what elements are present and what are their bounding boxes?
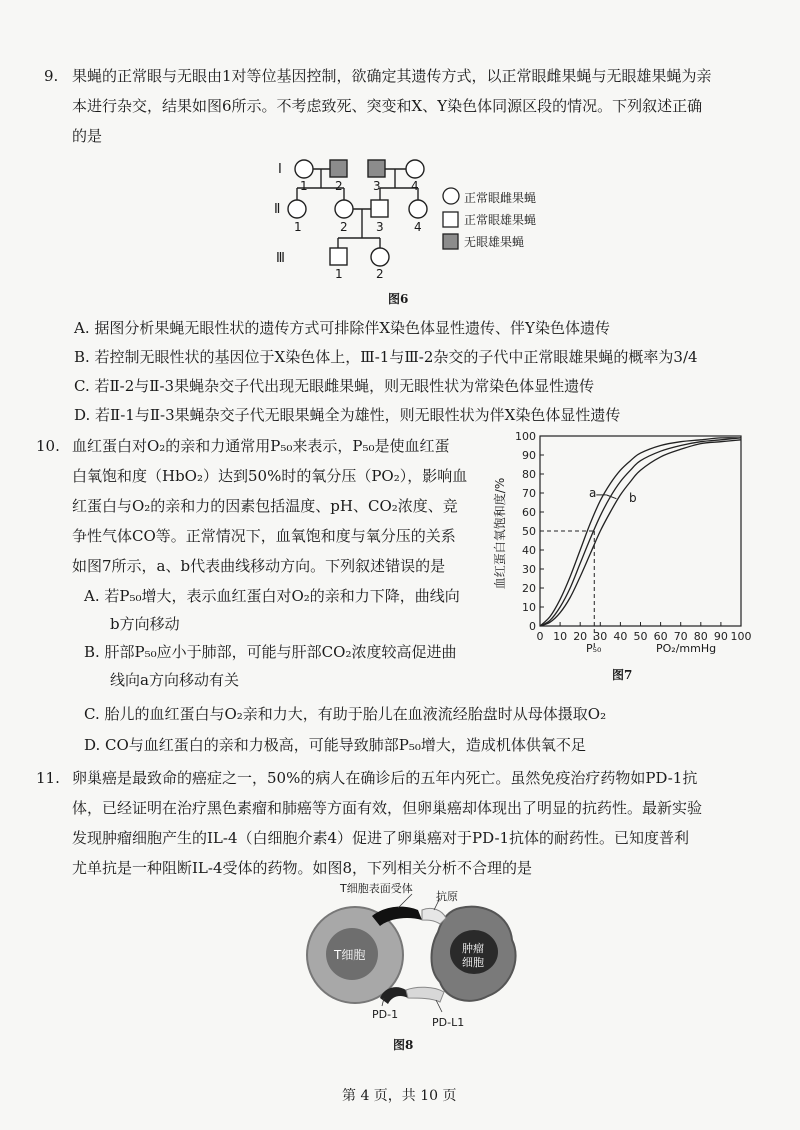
- legend-male-eyeless-icon: [443, 234, 458, 249]
- q10-stem-line-2: 白氧饱和度（HbO₂）达到50%时的氧分压（PO₂），影响血: [72, 467, 468, 485]
- q10-stem-line-1: 血红蛋白对O₂的亲和力通常用P₅₀来表示，P₅₀是使血红蛋: [72, 437, 450, 455]
- chart-x-axis-label: PO₂/mmHg: [656, 642, 717, 655]
- q9-stem-line-2: 本进行杂交，结果如图6所示。不考虑致死、突变和X、Y染色体同源区段的情况。下列叙述正确: [72, 97, 703, 115]
- pedigree-I-num-1: 1: [300, 179, 308, 193]
- pdl1-shape: [406, 987, 444, 1002]
- pedigree-III-num-1: 1: [335, 267, 343, 281]
- x-tick-label-90: 90: [713, 630, 728, 643]
- legend-male-normal: 正常眼雄果蝇: [464, 213, 537, 227]
- page-footer: 第 4 页，共 10 页: [342, 1088, 457, 1104]
- tcell-receptor-shape: [372, 907, 422, 926]
- pedigree-III-1-male-normal: [330, 248, 347, 265]
- pedigree-gen-label-II: Ⅱ: [274, 202, 281, 217]
- chart-annotation-a: a: [589, 486, 597, 500]
- pedigree-II-1-female-normal: [288, 200, 306, 218]
- y-tick-label-20: 20: [522, 582, 536, 595]
- pedigree-legend-symbols: [442, 186, 462, 256]
- q10-stem-line-3: 红蛋白与O₂的亲和力的因素包括温度、pH、CO₂浓度、竞: [72, 497, 458, 515]
- x-tick-label-100: 100: [730, 630, 752, 643]
- pedigree-II-num-4: 4: [414, 220, 422, 234]
- y-tick-label-90: 90: [522, 449, 536, 462]
- chart-y-axis-label: 血红蛋白氧饱和度/%: [493, 477, 508, 590]
- pedigree-III-num-2: 2: [376, 267, 384, 281]
- pedigree-gen-label-I: Ⅰ: [278, 162, 282, 177]
- chart-annotation-b: b: [629, 491, 637, 505]
- label-pd1: PD-1: [372, 1008, 399, 1021]
- pedigree-I-3-male-eyeless: [368, 160, 385, 177]
- pedigree-II-4-female-normal: [409, 200, 427, 218]
- q10-stem-line-4: 争性气体CO等。正常情况下，血氧饱和度与氧分压的关系: [72, 527, 456, 545]
- label-tcell: T细胞: [334, 948, 366, 962]
- figure-7-caption: 图7: [612, 668, 633, 682]
- q11-stem-line-2: 体，已经证明在治疗黑色素瘤和肺癌等方面有效，但卵巢癌却体现出了明显的抗药性。最新实验: [72, 799, 703, 817]
- q10-stem-line-5: 如图7所示，a、b代表曲线移动方向。下列叙述错误的是: [72, 557, 446, 575]
- chart-p50-label: P₅₀: [586, 642, 602, 655]
- legend-female-normal-icon: [443, 188, 459, 204]
- q11-stem-line-3: 发现肿瘤细胞产生的IL-4（白细胞介素4）促进了卵巢癌对于PD-1抗体的耐药性。已知度普利: [72, 829, 690, 847]
- q10-option-a-line-2: b方向移动: [110, 615, 180, 633]
- pedigree-I-num-2: 2: [335, 179, 343, 193]
- y-tick-label-40: 40: [522, 544, 536, 557]
- legend-female-normal: 正常眼雌果蝇: [464, 191, 537, 205]
- q9-stem-line-1: 果蝇的正常眼与无眼由1对等位基因控制，欲确定其遗传方式，以正常眼雌果蝇与无眼雄果蝇为亲: [72, 67, 712, 85]
- y-tick-label-70: 70: [522, 487, 536, 500]
- x-tick-label-70: 70: [673, 630, 688, 643]
- x-tick-label-30: 30: [593, 630, 608, 643]
- q11-number: 11.: [36, 769, 60, 787]
- q9-number: 9.: [44, 67, 59, 85]
- q10-option-a-line-1: A. 若P₅₀增大，表示血红蛋白对O₂的亲和力下降，曲线向: [84, 587, 460, 605]
- q9-option-b: B. 若控制无眼性状的基因位于X染色体上，Ⅲ-1与Ⅲ-2杂交的子代中正常眼雄果蝇的概率为3/4: [74, 348, 698, 366]
- x-tick-label-10: 10: [553, 630, 568, 643]
- pedigree-I-num-3: 3: [373, 179, 381, 193]
- pedigree-I-num-4: 4: [411, 179, 419, 193]
- label-tcell-surface-receptor: T细胞表面受体: [340, 882, 413, 895]
- x-tick-label-60: 60: [653, 630, 668, 643]
- q9-option-d: D. 若Ⅱ-1与Ⅱ-3果蝇杂交子代无眼果蝇全为雄性，则无眼性状为伴X染色体显性遗传: [74, 406, 621, 424]
- label-pdl1: PD-L1: [432, 1016, 465, 1029]
- y-tick-label-100: 100: [515, 430, 536, 443]
- label-tumor-line-1: 肿瘤: [462, 942, 484, 955]
- q10-number: 10.: [36, 437, 60, 455]
- y-tick-label-0: 0: [529, 620, 536, 633]
- q9-option-c: C. 若Ⅱ-2与Ⅱ-3果蝇杂交子代出现无眼雌果蝇，则无眼性状为常染色体显性遗传: [74, 377, 595, 395]
- x-tick-label-50: 50: [633, 630, 648, 643]
- pedigree-gen-label-III: Ⅲ: [276, 251, 285, 266]
- x-tick-label-0: 0: [536, 630, 544, 643]
- figure-8-caption: 图8: [393, 1038, 414, 1052]
- legend-male-eyeless: 无眼雄果蝇: [464, 235, 525, 249]
- legend-male-normal-icon: [443, 212, 458, 227]
- pedigree-II-num-3: 3: [376, 220, 384, 234]
- label-antigen: 抗原: [436, 890, 458, 903]
- curve-b: [540, 440, 741, 626]
- antigen-shape: [422, 908, 446, 924]
- q11-stem-line-1: 卵巢癌是最致命的癌症之一，50%的病人在确诊后的五年内死亡。虽然免疫治疗药物如PD-1抗: [72, 769, 698, 787]
- q10-option-c: C. 胎儿的血红蛋白与O₂亲和力大，有助于胎儿在血液流经胎盘时从母体摄取O₂: [84, 705, 607, 723]
- pedigree-I-1-female-normal: [295, 160, 313, 178]
- x-tick-label-40: 40: [613, 630, 628, 643]
- q9-stem-line-3: 的是: [72, 127, 103, 145]
- figure-6-caption: 图6: [388, 292, 409, 306]
- pedigree-I-4-female-normal: [406, 160, 424, 178]
- y-tick-label-80: 80: [522, 468, 536, 481]
- q10-option-b-line-1: B. 肝部P₅₀应小于肺部，可能与肝部CO₂浓度较高促进曲: [84, 643, 457, 661]
- q10-option-d: D. CO与血红蛋白的亲和力极高，可能导致肺部P₅₀增大，造成机体供氧不足: [84, 736, 586, 754]
- pedigree-I-2-male-eyeless: [330, 160, 347, 177]
- pedigree-III-2-female-normal: [371, 248, 389, 266]
- label-tumor-line-2: 细胞: [462, 956, 484, 969]
- oxygen-saturation-chart: [500, 428, 760, 690]
- y-tick-label-60: 60: [522, 506, 536, 519]
- pedigree-II-num-1: 1: [294, 220, 302, 234]
- y-tick-label-10: 10: [522, 601, 536, 614]
- pedigree-II-num-2: 2: [340, 220, 348, 234]
- q10-option-b-line-2: 线向a方向移动有关: [110, 671, 239, 689]
- y-tick-label-30: 30: [522, 563, 536, 576]
- pedigree-II-2-female-normal: [335, 200, 353, 218]
- y-tick-label-50: 50: [522, 525, 536, 538]
- x-tick-label-80: 80: [693, 630, 708, 643]
- q11-stem-line-4: 尤单抗是一种阻断IL-4受体的药物。如图8，下列相关分析不合理的是: [72, 859, 533, 877]
- pedigree-II-3-male-normal: [371, 200, 388, 217]
- x-tick-label-20: 20: [573, 630, 588, 643]
- q9-option-a: A. 据图分析果蝇无眼性状的遗传方式可排除伴X染色体显性遗传、伴Y染色体遗传: [74, 319, 610, 337]
